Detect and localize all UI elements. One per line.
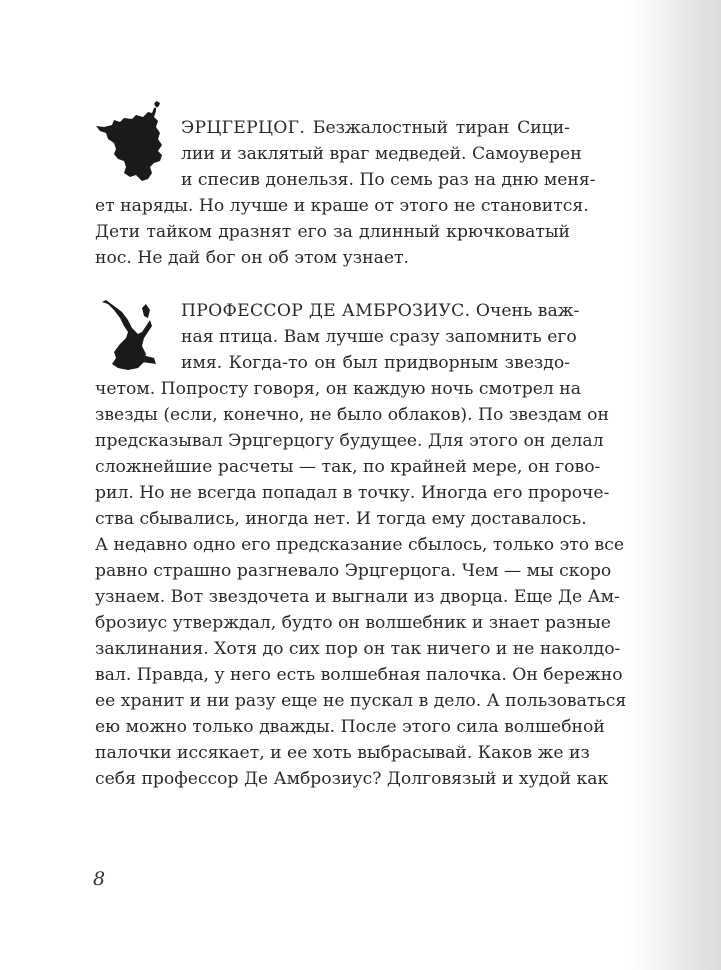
professor-line-9: ства сбывались, иногда нет. И тогда ему доставалось. — [95, 509, 587, 529]
professor-line-15: вал. Правда, у него есть волшебная палочка. Он бережно — [95, 665, 623, 685]
archduke-title: ЭРЦГЕРЦОГ. — [181, 118, 306, 138]
professor-line-8: рил. Но не всегда попадал в точку. Иногда его пророче- — [95, 483, 610, 503]
professor-line-3: имя. Когда-то он был придворным звездо- — [181, 353, 570, 373]
archduke-line-2: лии и заклятый враг медведей. Самоуверен — [181, 144, 582, 164]
professor-line-16: ее хранит и ни разу еще не пускал в дело. А пользоваться — [95, 691, 627, 711]
professor-line-14: заклинания. Хотя до сих пор он так ничего и не наколдо- — [95, 639, 621, 659]
professor-line-2: ная птица. Вам лучше сразу запомнить его — [181, 327, 577, 347]
professor-line-7: сложнейшие расчеты — так, по крайней мере, он гово- — [95, 457, 601, 477]
professor-line-4: четом. Попросту говоря, он каждую ночь смотрел на — [95, 379, 581, 399]
archduke-line-3: и спесив донельзя. По семь раз на дню меня- — [181, 170, 596, 190]
archduke-silhouette-icon — [94, 99, 170, 185]
professor-line-12: узнаем. Вот звездочета и выгнали из дворца. Еще Де Ам- — [95, 587, 620, 607]
professor-line-17: ею можно только дважды. После этого сила волшебной — [95, 717, 605, 737]
archduke-line-1: ЭРЦГЕРЦОГ. Безжалостный тиран Сици- — [181, 118, 570, 138]
professor-line-1: ПРОФЕССОР ДЕ АМБРОЗИУС. Очень важ- — [181, 301, 580, 321]
professor-silhouette-icon — [98, 298, 160, 372]
archduke-line-6: нос. Не дай бог он об этом узнает. — [95, 248, 409, 268]
professor-title: ПРОФЕССОР ДЕ АМБРОЗИУС. — [181, 301, 471, 321]
professor-line-5: звезды (если, конечно, не было облаков). По звездам он — [95, 405, 609, 425]
professor-line-19: себя профессор Де Амброзиус? Долговязый и худой как — [95, 769, 609, 789]
professor-line-11: равно страшно разгневало Эрцгерцога. Чем — мы скоро — [95, 561, 612, 581]
page-number: 8 — [93, 868, 106, 890]
professor-line-18: палочки иссякает, и ее хоть выбрасывай. Каков же из — [95, 743, 590, 763]
professor-line-6: предсказывал Эрцгерцогу будущее. Для этого он делал — [95, 431, 604, 451]
archduke-line-4: ет наряды. Но лучше и краше от этого не становится. — [95, 196, 589, 216]
professor-line-13: брозиус утверждал, будто он волшебник и знает разные — [95, 613, 611, 633]
archduke-line-5: Дети тайком дразнят его за длинный крючковатый — [95, 222, 570, 242]
professor-line-10: А недавно одно его предсказание сбылось, только это все — [95, 535, 624, 555]
